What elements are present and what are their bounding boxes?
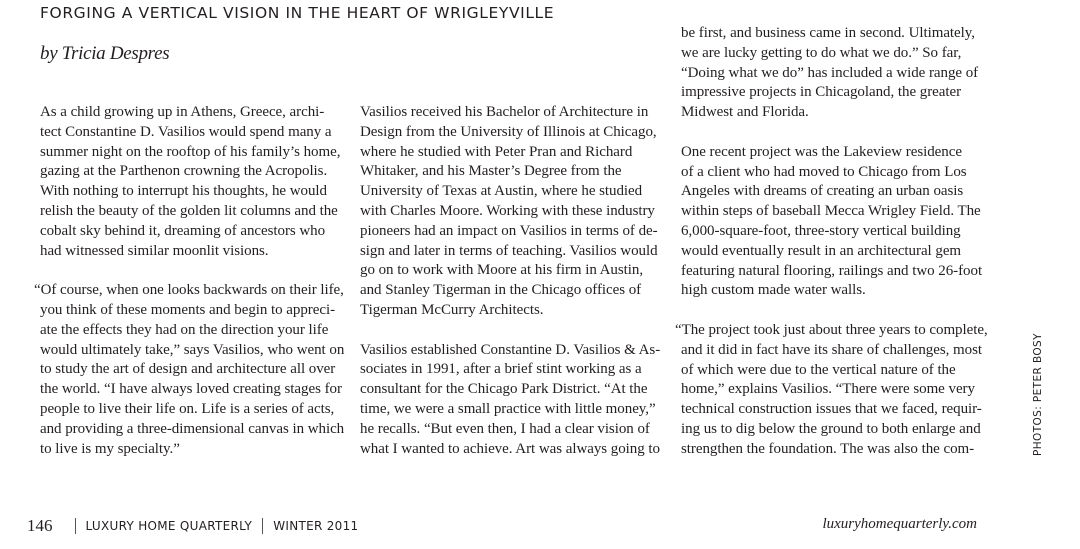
paragraph-gap: [40, 261, 344, 281]
text-line: to study the art of design and architecture all over: [40, 361, 336, 378]
issue-label: WINTER 2011: [273, 519, 359, 533]
text-line: Vasilios established Constantine D. Vasilios & As-: [360, 341, 661, 358]
paragraph-gap: [681, 301, 988, 321]
text-line: strengthen the foundation. The was also the com-: [681, 440, 975, 457]
text-line: high custom made water walls.: [681, 282, 866, 299]
paragraph-gap: [360, 321, 660, 341]
text-line: sign and later in terms of teaching. Vasilios would: [360, 242, 658, 259]
article-paragraph: [675, 321, 988, 460]
text-line: Vasilios received his Bachelor of Architecture in: [360, 104, 649, 120]
article-paragraph: [681, 143, 988, 301]
text-line: cobalt sky behind it, dreaming of ancestors who: [40, 222, 326, 239]
text-line: tect Constantine D. Vasilios would spend many a: [40, 123, 332, 140]
text-line: ate the effects they had on the direction your life: [40, 321, 329, 338]
text-line: “Of course, when one looks backwards on their life,: [34, 282, 344, 299]
text-line: go on to work with Moore at his firm in Austin,: [360, 262, 644, 279]
text-line: and it did in fact have its share of challenges, most: [681, 341, 983, 358]
article-column-3: [675, 24, 988, 460]
article-paragraph: [360, 103, 660, 321]
text-line: University of Texas at Austin, where he studied: [360, 183, 643, 200]
paragraph-gap: [681, 123, 988, 143]
text-line: we are lucky getting to do what we do.” So far,: [681, 44, 962, 61]
photo-credit: PHOTOS: PETER BOSY: [1032, 333, 1044, 456]
article-column-1: [34, 103, 345, 459]
text-line: time, we were a small practice with little money,”: [360, 400, 656, 417]
text-line: be first, and business came in second. Ultimately,: [681, 25, 975, 41]
text-line: featuring natural flooring, railings and two 26-foot: [681, 262, 983, 279]
text-line: of which were due to the vertical nature of the: [681, 361, 956, 378]
text-line: Midwest and Florida.: [681, 104, 809, 121]
text-line: relish the beauty of the golden lit columns and the: [40, 202, 338, 219]
text-line: As a child growing up in Athens, Greece, archi-: [40, 104, 325, 120]
article-byline: by Tricia Despres: [40, 43, 170, 64]
text-line: pioneers had an impact on Vasilios in terms of de-: [360, 222, 658, 239]
article-paragraph: [34, 281, 345, 459]
text-line: Angeles with dreams of creating an urban oasis: [681, 183, 964, 200]
text-line: ing us to dig below the ground to both enlarge and: [681, 420, 981, 437]
article-paragraph: [681, 24, 988, 123]
text-line: Whitaker, and his Master’s Degree from the: [360, 163, 622, 180]
text-line: sociates in 1991, after a brief stint working as a: [360, 361, 642, 378]
article-paragraph: [40, 103, 344, 261]
footer-divider: [262, 518, 263, 534]
text-line: would eventually result in an architectural gem: [681, 242, 962, 259]
page-number: 146: [27, 516, 53, 535]
text-line: he recalls. “But even then, I had a clear vision of: [360, 420, 650, 437]
text-line: “Doing what we do” has included a wide range of: [681, 64, 979, 81]
text-line: summer night on the rooftop of his family’s home,: [40, 143, 341, 160]
text-line: would ultimately take,” says Vasilios, who went on: [40, 341, 345, 358]
text-line: technical construction issues that we faced, requir-: [681, 401, 982, 418]
text-line: gazing at the Parthenon crowning the Acropolis.: [40, 163, 328, 180]
text-line: home,” explains Vasilios. “There were some very: [681, 381, 975, 398]
text-line: and providing a three-dimensional canvas in which: [40, 420, 345, 437]
text-line: had witnessed similar moonlit visions.: [40, 242, 269, 259]
text-line: With nothing to interrupt his thoughts, he would: [40, 183, 327, 200]
text-line: 6,000-square-foot, three-story vertical building: [681, 222, 961, 239]
text-line: of a client who had moved to Chicago from Los: [681, 163, 967, 180]
text-line: impressive projects in Chicagoland, the greater: [681, 84, 962, 101]
text-line: to live is my specialty.”: [40, 440, 180, 457]
article-headline: FORGING A VERTICAL VISION IN THE HEART OF WRIGLEYVILLE: [40, 4, 555, 22]
text-line: you think of these moments and begin to appreci-: [40, 301, 336, 318]
text-line: Design from the University of Illinois at Chicago,: [360, 123, 657, 140]
article-column-2: [360, 103, 660, 459]
text-line: the world. “I have always loved creating stages for: [40, 381, 342, 398]
publication-name: LUXURY HOME QUARTERLY: [85, 519, 253, 533]
text-line: with Charles Moore. Working with these industry: [360, 202, 655, 219]
text-line: “The project took just about three years to complete,: [675, 321, 988, 338]
text-line: and Stanley Tigerman in the Chicago offices of: [360, 282, 642, 299]
footer-divider: [75, 518, 76, 534]
text-line: consultant for the Chicago Park District. “At the: [360, 381, 648, 398]
text-line: Tigerman McCurry Architects.: [360, 301, 544, 318]
page-footer: [27, 516, 358, 536]
text-line: One recent project was the Lakeview residence: [681, 143, 962, 160]
text-line: where he studied with Peter Pran and Richard: [360, 143, 633, 160]
website-link[interactable]: luxuryhomequarterly.com: [822, 516, 977, 532]
text-line: within steps of baseball Mecca Wrigley Field. The: [681, 203, 981, 220]
article-paragraph: [360, 341, 660, 460]
text-line: people to live their life on. Life is a series of acts,: [40, 400, 335, 417]
text-line: what I wanted to achieve. Art was always going to: [360, 440, 660, 457]
